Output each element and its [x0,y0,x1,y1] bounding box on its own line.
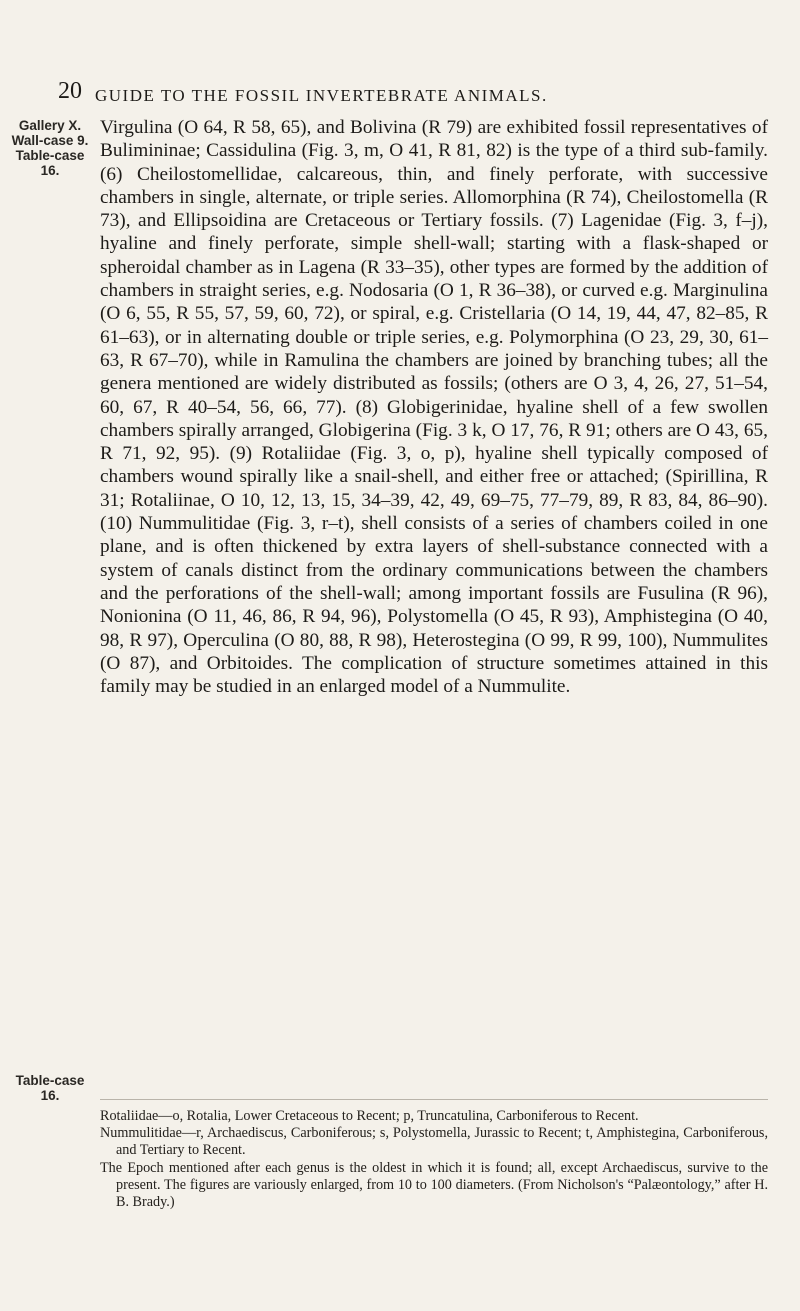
footnote-rule [100,1099,768,1100]
margin-note-table-case: Table-case 16. [15,1073,85,1103]
margin-note-gallery: Gallery X. Wall-case 9. Table-case 16. [11,118,89,178]
caption-nummulitidae: Nummulitidae—r, Archaediscus, Carboniferous; s, Polystomella, Jurassic to Recent; t, Amphistegina, Carboniferous, and Tertiary to Recent. [100,1125,768,1159]
figure-caption [100,1108,768,1211]
caption-note: The Epoch mentioned after each genus is the oldest in which it is found; all, except Archaediscus, survive to the present. The figures are variously enlarged, from 10 to 100 diameters. (From Nicholson's “Palæontology,” after H. B. Brady.) [100,1159,768,1211]
caption-rotaliidae: Rotaliidae—o, Rotalia, Lower Cretaceous to Recent; p, Truncatulina, Carboniferous to Recent. [100,1108,639,1124]
body-paragraph: Virgulina (O 64, R 58, 65), and Bolivina (R 79) are exhibited fossil representatives of Bulimininae; Cassidulina (Fig. 3, m, O 41, R 81, 82) is the type of a third sub-family. (6) Cheilostomellidae, calcareous, thin, and finely perforate, with successive chambers in single, alternate, or triple series. Allomorphina (R 74), Cheilostomella (R 73), and Ellipsoidina are Cretaceous or Tertiary fossils. (7) Lagenidae (Fig. 3, f–j), hyaline and finely perforate, simple shell-wall; starting with a flask-shaped or spheroidal chamber as in Lagena (R 33–35), other types are formed by the addition of chambers in straight series, e.g. Nodosaria (O 1, R 36–38), or curved e.g. Marginulina (O 6, 55, R 55, 57, 59, 60, 72), or spiral, e.g. Cristellaria (O 14, 19, 44, 47, 82–85, R 61–63), or in alternating double or triple series, e.g. Polymorphina (O 23, 29, 30, 61–63, R 67–70), while in Ramulina the chambers are joined by branching tubes; all the genera mentioned are widely distributed as fossils; (others are O 3, 4, 26, 27, 51–54, 60, 67, R 40–54, 56, 66, 77). (8) Globigerinidae, hyaline shell of a few swollen chambers spirally arranged, Globigerina (Fig. 3 k, O 17, 76, R 91; others are O 43, 65, R 71, 92, 95). (9) Rotaliidae (Fig. 3, o, p), hyaline shell typically composed of chambers wound spirally like a snail-shell, and either free or attached; (Spirillina, R 31; Rotaliinae, O 10, 12, 13, 15, 34–39, 42, 49, 69–75, 77–79, 89, R 83, 84, 86–90). (10) Nummulitidae (Fig. 3, r–t), shell consists of a series of chambers coiled in one plane, and is often thickened by extra layers of shell-substance connected with a system of canals distinct from the ordinary communications between the chambers and the perforations of the shell-wall; among important fossils are Fusulina (R 96), Nonionina (O 11, 46, 86, R 94, 96), Polystomella (O 45, R 93), Amphistegina (O 40, 98, R 97), Operculina (O 80, 88, R 98), Heterostegina (O 99, R 99, 100), Nummulites (O 87), and Orbitoides. The complication of structure sometimes attained in this family may be studied in an enlarged model of a Nummulite. [100,117,768,698]
running-head: GUIDE TO THE FOSSIL INVERTEBRATE ANIMALS. [95,86,548,105]
page-number: 20 [58,78,82,104]
body-text [100,116,768,698]
